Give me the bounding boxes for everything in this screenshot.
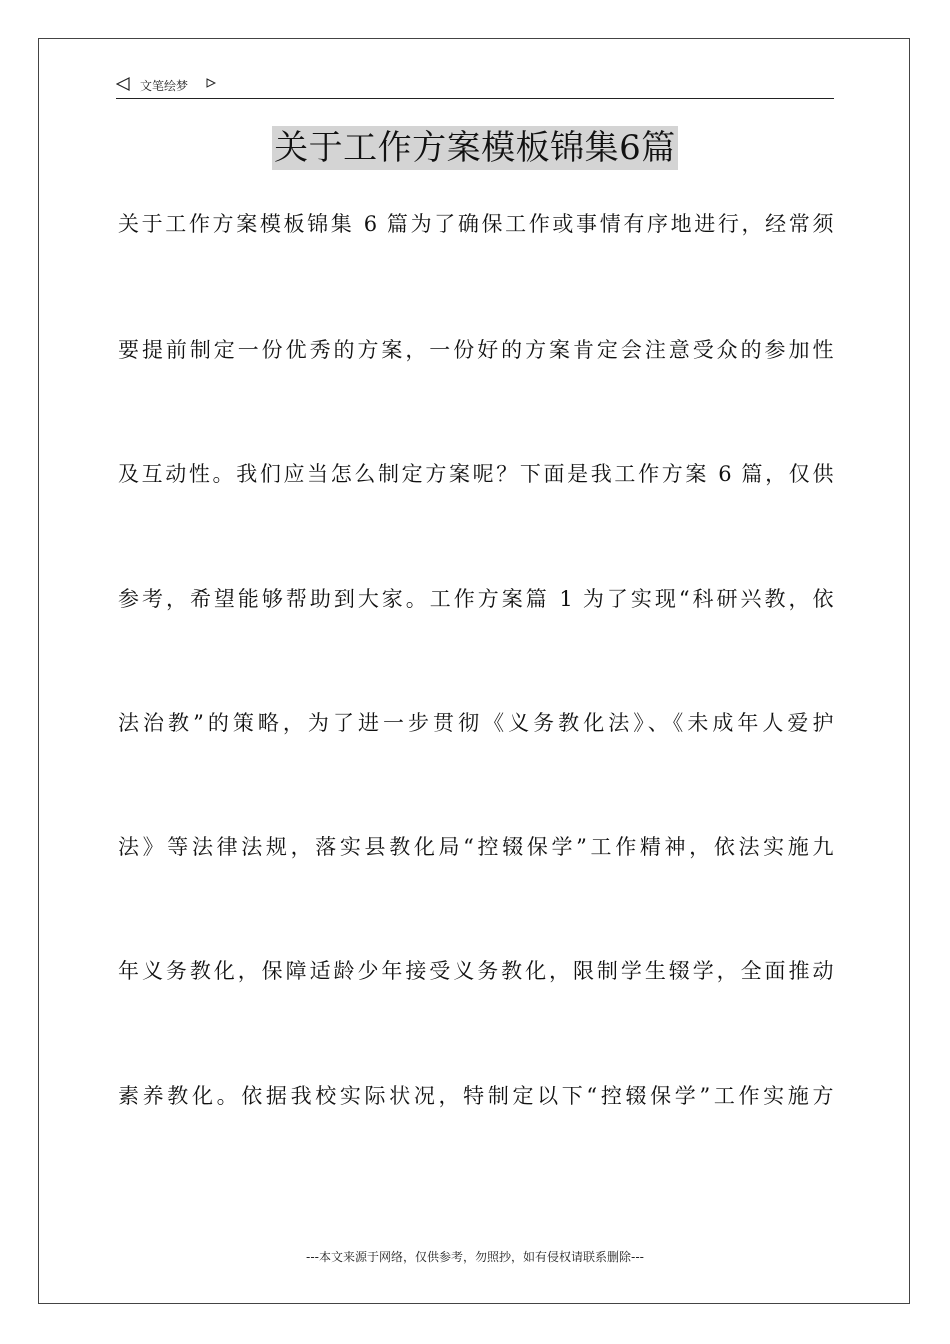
body-line: 关于工作方案模板锦集 6 篇为了确保工作或事情有序地进行，经常须 (118, 212, 834, 236)
body-line: 素养教化。依据我校实际状况，特制定以下“控辍保学”工作实施方 (118, 1084, 834, 1108)
body-line: 要提前制定一份优秀的方案，一份好的方案肯定会注意受众的参加性 (118, 338, 834, 362)
document-title: 关于工作方案模板锦集6篇 (274, 128, 676, 168)
document-title-wrap (0, 126, 950, 170)
page-header (116, 74, 834, 99)
body-line: 法治教”的策略，为了进一步贯彻《义务教化法》、《未成年人爱护 (118, 711, 834, 735)
body-line: 参考，希望能够帮助到大家。工作方案篇 1 为了实现“科研兴教，依 (118, 587, 834, 611)
page-footer: ---本文来源于网络，仅供参考，勿照抄，如有侵权请联系删除--- (306, 1250, 644, 1264)
triangle-right-icon (206, 78, 216, 88)
brand-label: 文笔绘梦 (140, 79, 189, 93)
triangle-left-icon (116, 77, 130, 91)
body-line: 及互动性。我们应当怎么制定方案呢？下面是我工作方案 6 篇，仅供 (118, 462, 834, 486)
body-line: 法》等法律法规，落实县教化局“控辍保学”工作精神，依法实施九 (118, 835, 834, 859)
body-line: 年义务教化，保障适龄少年接受义务教化，限制学生辍学，全面推动 (118, 959, 834, 983)
